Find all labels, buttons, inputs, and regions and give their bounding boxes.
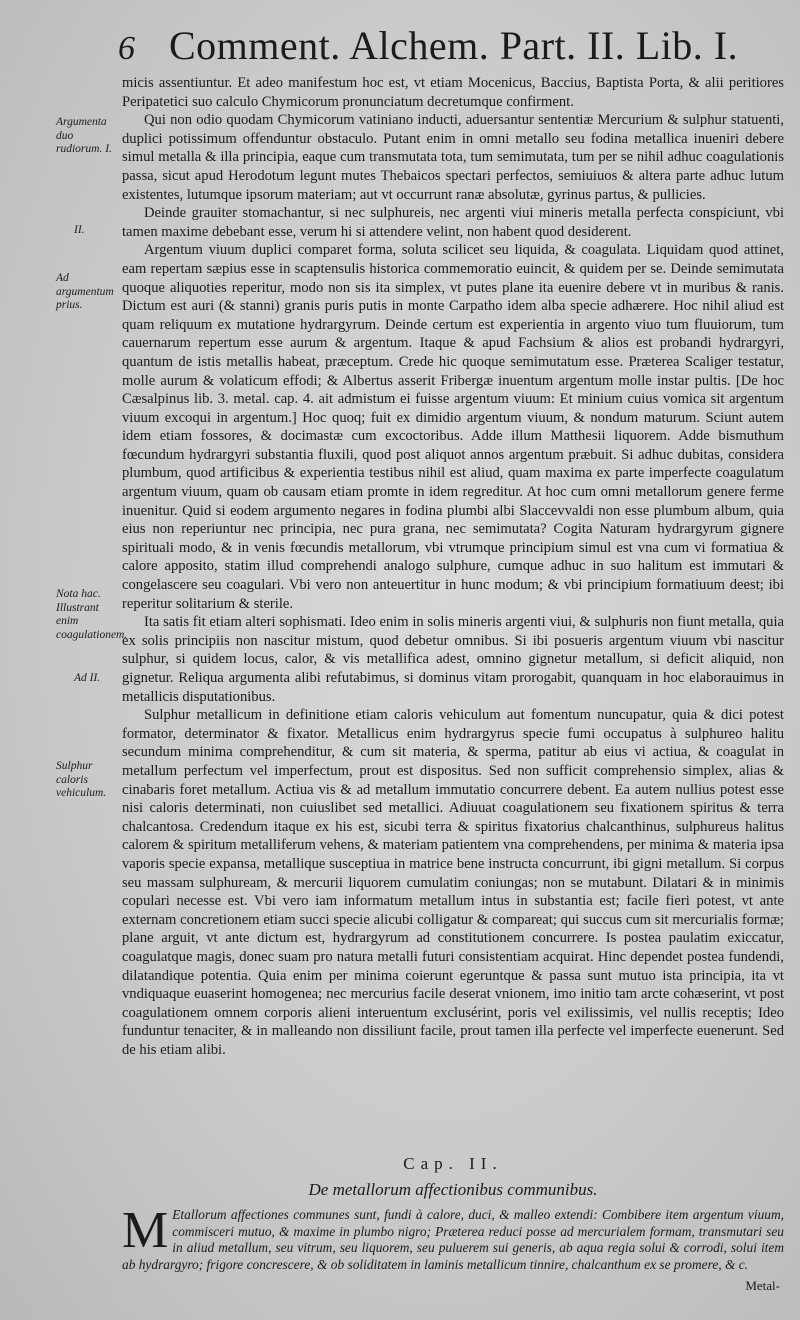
margin-notes [0,0,128,1320]
paragraph: Argentum viuum duplici comparet forma, soluta scilicet seu liquida, & coagulata. Liquidam quod attinet, eam repertam sæpius esse in scaptensulis historica commemoratio euincit, & quidem per se. Deinde semimutata quoque aliquoties reperitur, modo non sis ita simplex, vt putes plane ita euenire debere vt in muribus & ranis. Dictum est auri (& stanni) granis puris putis in monte Carpatho idem alba specie adhærere. Hoc nihil aliud est quam reliquum ex mutatione hydrargyrum. Deinde certum est experientia in argento viuo tum fluuiorum, tum cauernarum repertum esse aurum & argentum. Itaque & apud Fachsium & alios est probandi hydrargyri, quantum de istis metallis habeat, præceptum. Crede hic quoque semimutatum esse. Præterea Scaliger testatur, molle aurum & volaticum effodi; & Albertus asserit Fribergæ inuentum argentum molle instar pultis. [De hoc Cæsalpinus lib. 3. metal. cap. 4. ait admistum ei fuisse argentum viuum: Et minium cuius vomica sit argentum viuum excoqui in argentum.] Hoc quoq; fuit ex dimidio argentum viuum, & nondum maturum. Sciunt autem idem etiam fossores, & docimastæ cum excoctoribus. Adde illum Matthesii liquorem. Adde bismuthum fœcundum hydrargyri substantia fluxili, quod post aliquot annos argentum præbuit. Si adhuc dubitas, considera plumbum, quod artificibus & experientia testibus nihil est aliud, quam maxima ex parte imperfecte coagulatum argentum viuum, quam ob causam etiam promte in idem regreditur. At hoc cum omni metallorum genere ferme inuenitur. Quid si eodem argumento negares in fodina plumbi albi Slaccevvaldi non esse plumbum album, quia eius non reperiuntur nec principia, nec pura grana, nec semimutata? Cogita Naturam hydrargyrum gignere spirituali modo, & in venis fœcundis metallorum, vbi vtrumque principium simul est vna cum vi formatiua & calore apposito, statim illud comprehendi analogo sulphure, cumque adhuc in suo halitum est immutari & congelascere seu coagulari. Vbi vero non anteuertitur in hunc modum; & vbi principium formatiuum deest; ibi reperitur solitarium & sterile. [122,242,784,612]
chapter-summary [122,1202,784,1273]
paragraph: micis assentiuntur. Et adeo manifestum hoc est, vt etiam Mocenicus, Baccius, Baptista Porta, & alii peritiores Peripatetici suo calculo Chymicorum pronunciatum decretumque confirment. [122,75,784,110]
margin-note: Ad II. [74,672,101,684]
summary-text: Etallorum affectiones communes sunt, fundi à calore, duci, & malleo extendi: Combibere item argentum viuum, commisceri mutuo, & maxime in plumbo nigro; Præterea reduci posse ad mercurialem formam, transmutari seu in aliud metallum, seu vitrum, seu liquorem, seu puluerem sui generis, ab aqua regia solui & corrodi, solui item ab hydrargyro; frigore concrescere, & ob soliditatem in laminis metallicum tinnire, chalcanthum ex se promere, & c. [122,1207,784,1272]
margin-note: Sulphur caloris vehiculum. [56,760,107,799]
chapter-title: De metallorum affectionibus communibus. [308,1180,598,1199]
paragraph: Ita satis fit etiam alteri sophismati. Ideo enim in solis mineris argenti viui, & sulphuris non fiunt metalla, quia ex solis principiis non nascitur mistum, quod debetur omnibus. Si ibi posueris argentum viuum vbi nascitur sulphur, si quidem locus, calor, & vis metallifica adest, omnino gignetur metallum, si deficit aliquid, non gignetur. Reliqua argumenta alibi refutabimus, si dominus vitam prorogabit, quanquam in hoc elaborauimus in metallicis disputationibus. [122,614,784,705]
paragraph: Sulphur metallicum in definitione etiam caloris vehiculum aut fomentum nuncupatur, quia & dici potest formator, determinator & fixator. Metallicus enim hydrargyrus specie fumi occupatus à sulphureo halitu secundum minima comprehenditur, & cum sit materia, & sperma, patitur ab eius vi actiua, & coagulat in metallum perfectum vel imperfectum, prout est dispositus. Sed non sufficit comprehensio simplex, alias & cinabaris foret metallum. Actiua vis & ad metallum immutatio concurrere debent. Ea autem nullius potest esse nisi caloris determinati, non cuiuslibet sed metallici. Adiuuat coagulationem seu fixationem spiritus & terra chalcantosa. Credendum itaque ex his est, sicubi terra & spiritus fixatorius chalcanthinus, sulphureus halitus calorem & spiritum metalliferum vehens, & materiam patientem vna comprehendens, per minima & materia ipsa vaporis specie expansa, metallique susceptiua in matrice bene instructa concurrunt, ibi gigni metallum. Si corpus seu massam sulphuream, & mercurii liquorem cumulatim coniungas; non se mutabunt. Dilatari & in minimis copulari necesse est. Vbi vero iam informatum metallum intus in substantia est; facile fieri potest, vt ante externam concretionem etiam succi specie alicubi colligatur & compareat; qui succus cum sit mercurialis formæ; plane arguit, vt ante dictum est, hydrargyrum ad constitutionem concurrere. Is postea paulatim exiccatur, coagulatque magis, donec suam pro natura metalli futuri consistentiam acquirat. Hinc dependet postea fundendi, dilatandique potentia. Quia enim per minima coierunt egeruntque & passa sunt mutuo ista principia, ita vt vndiquaque euaserint homogenea; nec mercurius facile deserat vnionem, imo initio tam arcte cohæserint, vt post coagulationem omnem corporis alieni interuentum exclusérint, poris vel exilissimis, vel nullis receptis; Ideo funduntur tenaciter, & in malleando non dissiliunt facile, prout tamen illa perfecte vel imperfecte euenerunt. Sed de his etiam alibi. [122,707,784,1058]
margin-note: Nota hac. Illustrant enim coagulationem. [56,588,128,641]
page-header [118,22,778,74]
drop-cap: M [122,1202,169,1259]
catchword: Metal- [745,1278,780,1293]
margin-note: II. [74,224,85,236]
chapter-heading: Cap. II. [403,1154,503,1173]
page-number: 6 [118,30,135,67]
paragraph: Qui non odio quodam Chymicorum vatiniano inducti, aduersantur sententiæ Mercurium & sulphur statuenti, duplici potissimum offenduntur obstaculo. Putant enim in omni metallo seu fodina metallica inueniri debere simul metalla & illa principia, eaque cum transmutata tota, tum semimutata, tum per se nihil adhuc coagulationis passa, sicut apud Herodotum legunt mutes Thebaicos spectari perfectos, semiuiuos & altera parte adhuc lutum existentes, lutumque ipsorum materiam; aut vt occurrunt ranæ absolutæ, gyrinus partus, & pullicies. [122,112,784,203]
margin-note: Argumenta duo rudiorum. I. [56,116,112,155]
main-text [122,74,784,1059]
paragraph: Deinde grauiter stomachantur, si nec sulphureis, nec argenti viui mineris metalla perfecta conspiciunt, vbi tamen maxime debebant esse, verum hi si attendere velint, non habent quod desiderent. [122,205,784,240]
running-head: Comment. Alchem. Part. II. Lib. I. [169,23,739,68]
margin-note: Ad argumentum prius. [56,272,114,311]
